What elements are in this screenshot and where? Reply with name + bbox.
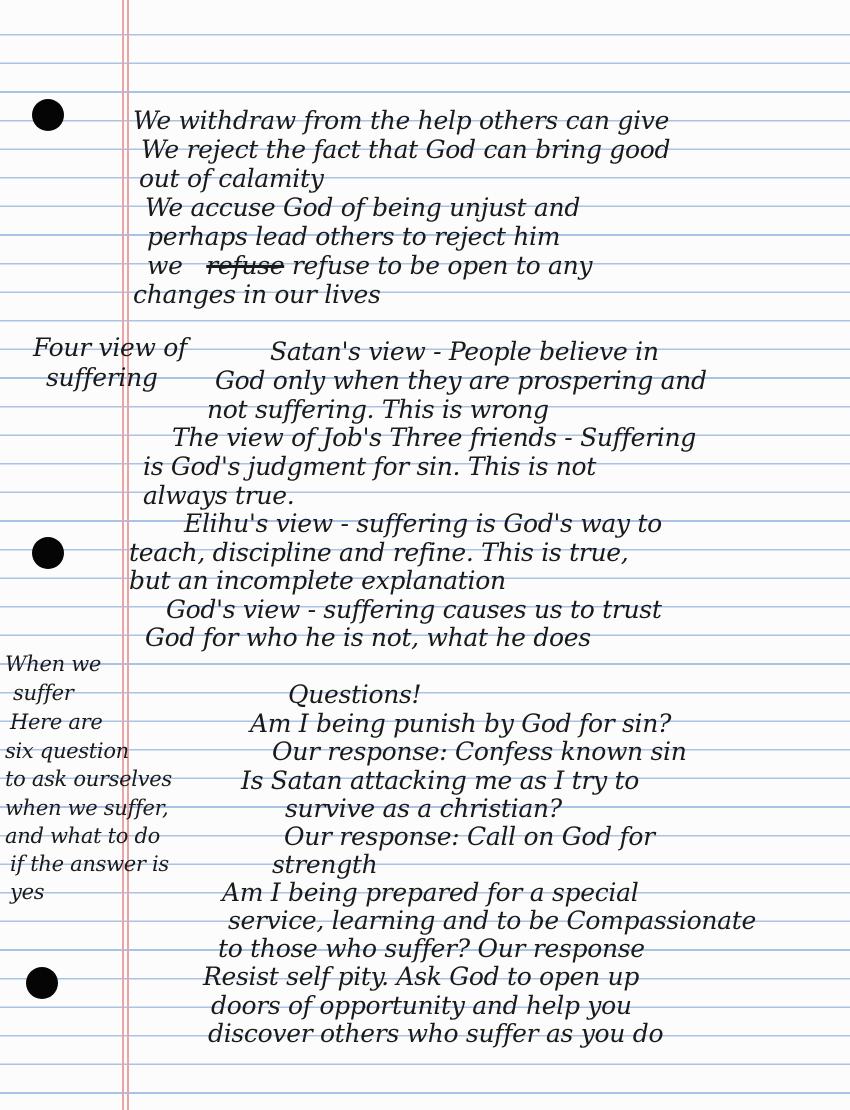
margin-note-line: if the answer is [10,852,169,876]
note-word: refuse to be open to any [291,251,593,280]
note-line: perhaps lead others to reject him [147,222,561,251]
question-line: discover others who suffer as you do [208,1019,664,1048]
struck-word: refuse [206,251,285,280]
margin-note-line: When we [5,652,102,676]
margin-note-line: suffer [13,681,74,705]
question-line: Am I being prepared for a special [222,878,639,907]
margin-note-line: six question [5,739,129,763]
view-line: God only when they are prospering and [215,366,707,395]
note-line: out of calamity [139,164,324,193]
view-line: teach, discipline and refine. This is true, [129,538,629,567]
note-line [147,252,592,280]
punch-hole [32,537,64,569]
view-line: is God's judgment for sin. This is not [143,452,597,481]
margin-note-line: yes [10,880,45,904]
note-line: We accuse God of being unjust and [145,193,581,222]
view-line: not suffering. This is wrong [207,395,549,424]
view-line: but an incomplete explanation [129,566,506,595]
margin-line [122,0,124,1110]
view-line: Elihu's view - suffering is God's way to [184,509,662,538]
note-line: We withdraw from the help others can give [133,106,670,135]
question-line: survive as a christian? [285,794,562,823]
margin-note-line: when we suffer, [5,796,169,820]
question-line: to those who suffer? Our response [218,934,645,963]
question-line: doors of opportunity and help you [211,991,632,1020]
punch-hole [26,967,58,999]
questions-heading: Questions! [288,680,422,709]
margin-heading: suffering [46,363,158,392]
question-line: Our response: Confess known sin [272,737,687,766]
margin-note-line: to ask ourselves [5,767,172,791]
punch-hole [32,99,64,131]
question-line: service, learning and to be Compassionate [228,906,756,935]
view-line: Satan's view - People believe in [270,337,659,366]
margin-note-line: and what to do [5,824,160,848]
question-line: Our response: Call on God for [284,822,655,851]
question-line: Resist self pity. Ask God to open up [203,962,640,991]
view-line: God for who he is not, what he does [145,623,591,652]
question-line: strength [272,850,378,879]
view-line: always true. [143,481,295,510]
view-line: The view of Job's Three friends - Suffering [172,423,696,452]
margin-note-line: Here are [10,710,103,734]
note-line: changes in our lives [133,280,381,309]
view-line: God's view - suffering causes us to trust [166,595,662,624]
margin-heading: Four view of [33,333,187,362]
question-line: Am I being punish by God for sin? [250,709,672,738]
note-word: we [147,251,183,280]
question-line: Is Satan attacking me as I try to [241,766,639,795]
note-line: We reject the fact that God can bring good [141,135,671,164]
